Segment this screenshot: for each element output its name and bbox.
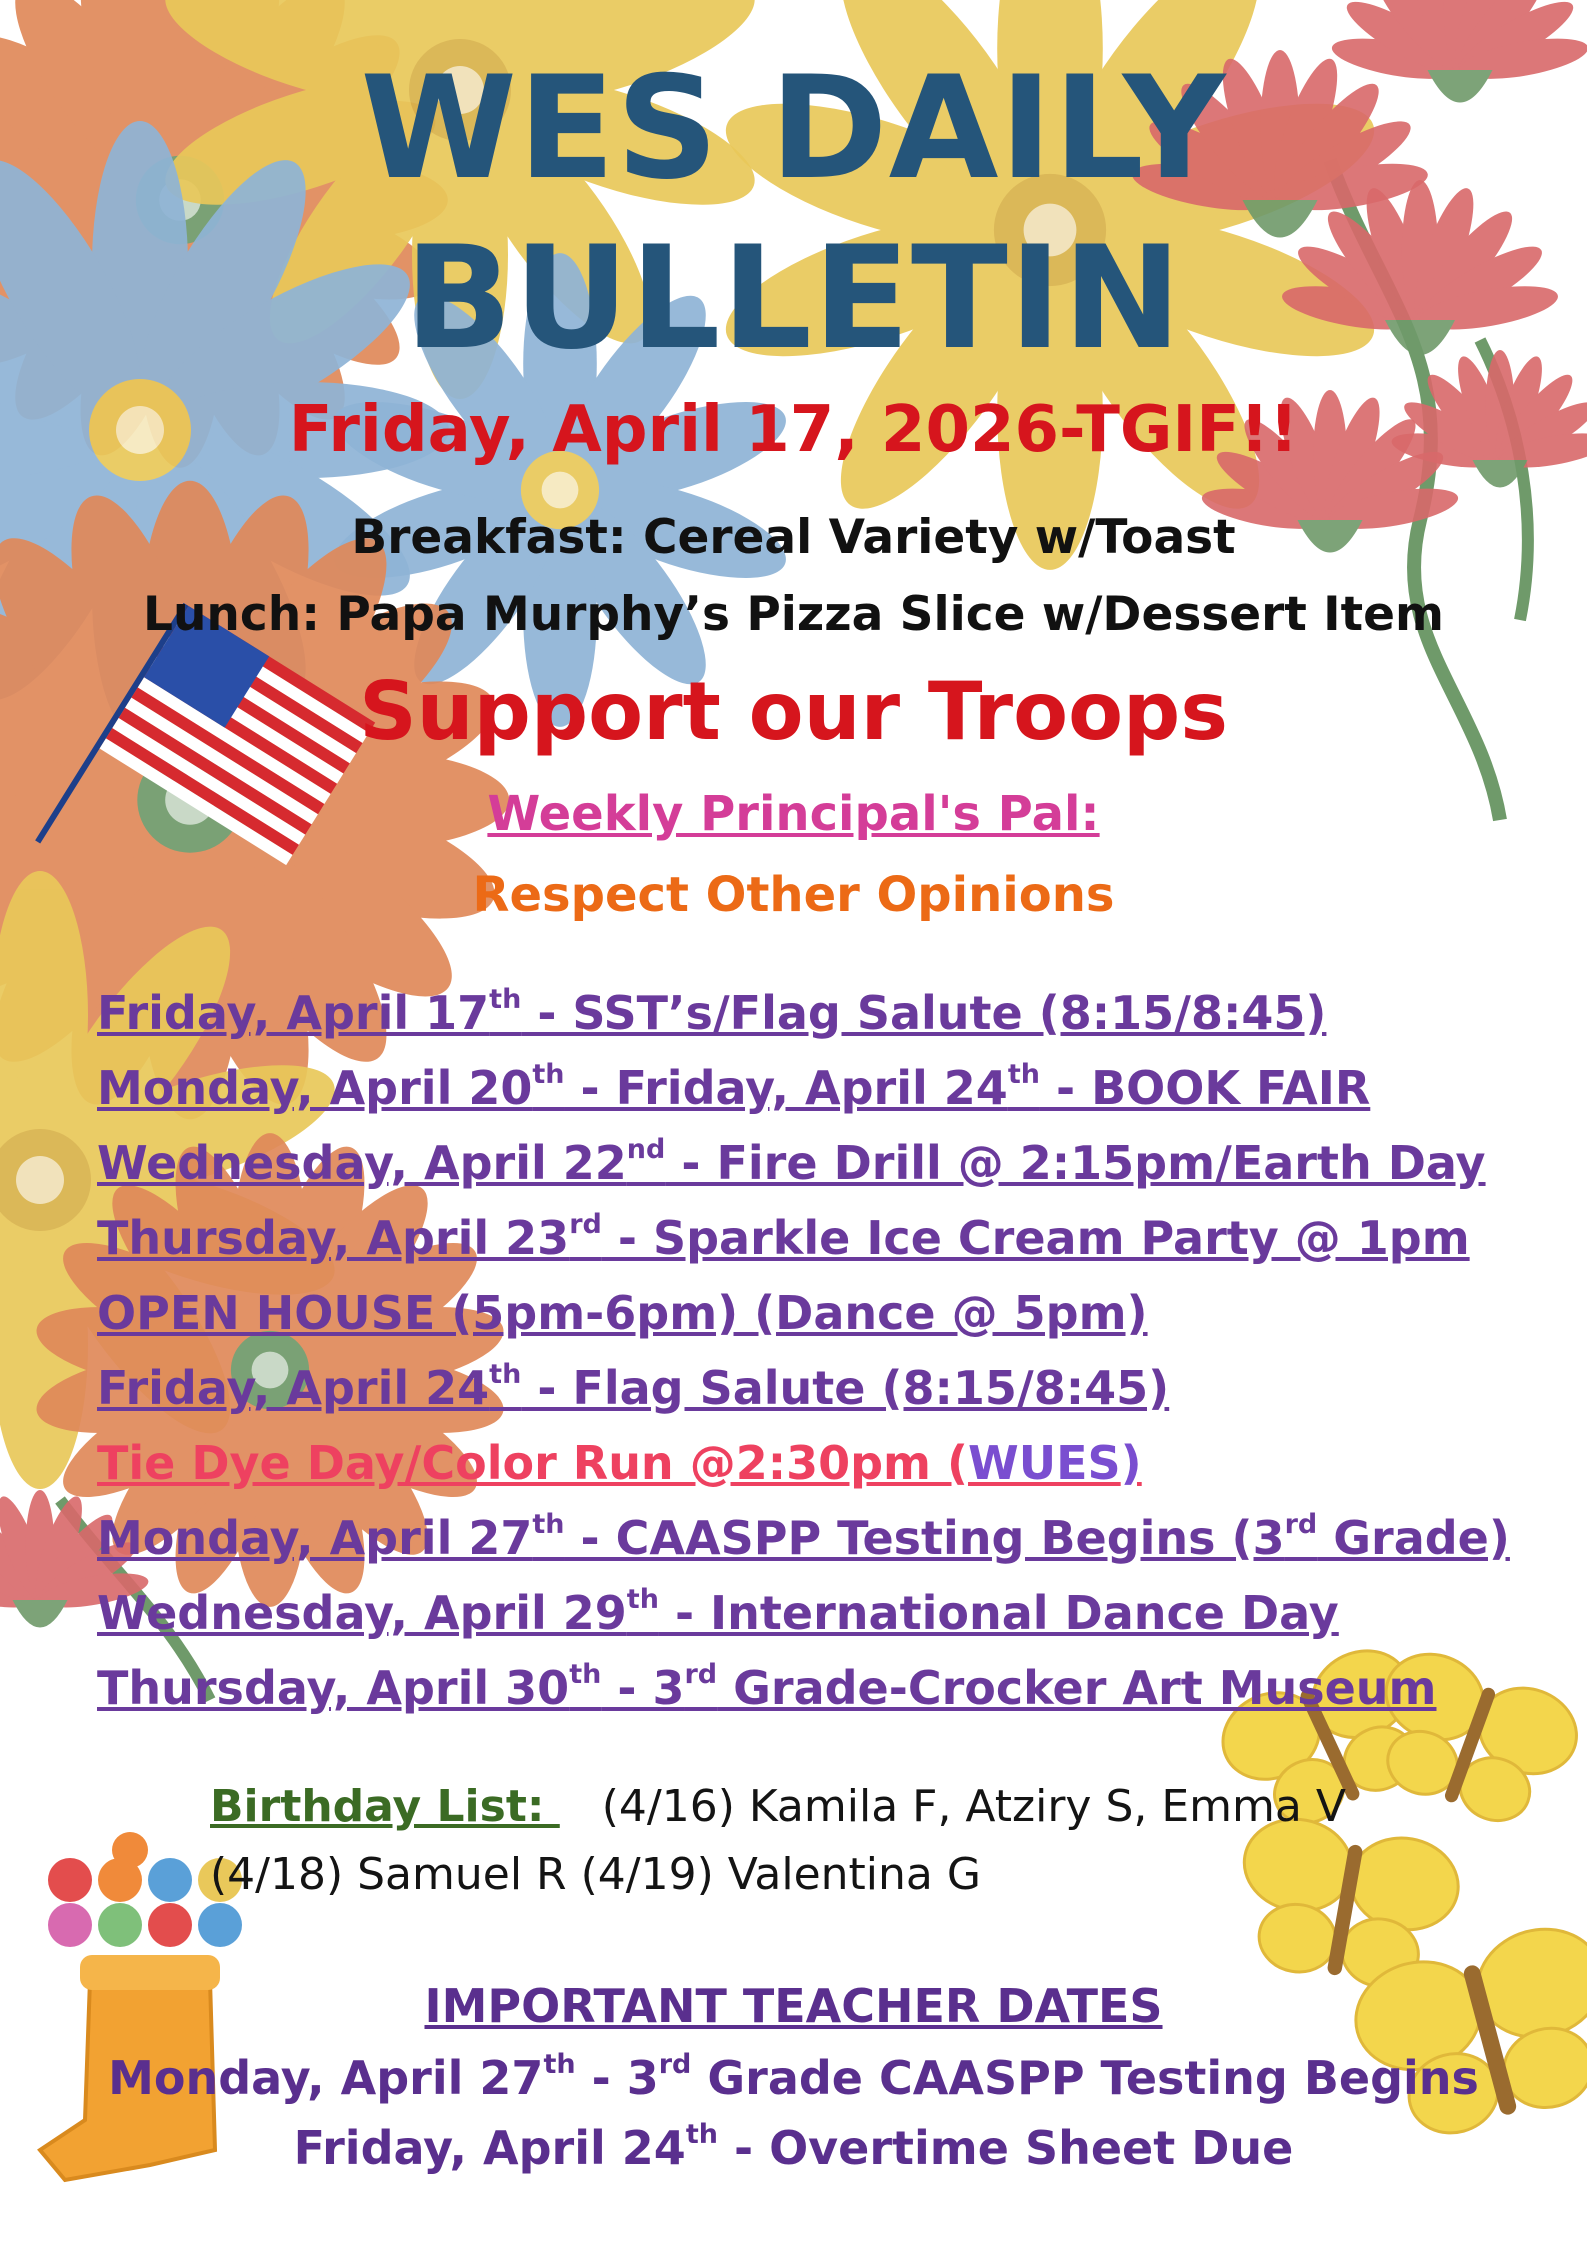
event-text: - Overtime Sheet Due	[717, 2121, 1294, 2175]
event-text: Wednesday, April 22	[97, 1136, 627, 1190]
teacher-date	[0, 2119, 1587, 2175]
teacher-dates-heading: IMPORTANT TEACHER DATES	[424, 1979, 1163, 2033]
event-item	[97, 1286, 1497, 1365]
event-text: Tie Dye Day/Color Run @2:30pm (	[97, 1436, 969, 1490]
ordinal-suffix: rd	[658, 2049, 692, 2080]
events-list	[97, 984, 1510, 1740]
ordinal-suffix: rd	[684, 1659, 718, 1690]
ordinal-suffix: rd	[1284, 1509, 1318, 1540]
birthday-names-line1: (4/16) Kamila F, Atziry S, Emma V	[559, 1781, 1346, 1832]
ordinal-suffix: th	[532, 1509, 565, 1540]
event-text: Thursday, April 23	[97, 1211, 570, 1265]
event-item	[97, 1134, 1497, 1215]
support-troops-heading: Support our Troops	[359, 665, 1228, 758]
date-line: Friday, April 17, 2026-TGIF!!	[288, 393, 1299, 467]
event-text: Friday, April 24	[293, 2121, 686, 2175]
bulletin-title-line2: BULLETIN	[404, 216, 1183, 381]
ordinal-suffix: th	[569, 1659, 602, 1690]
principals-pal-heading: Weekly Principal's Pal:	[487, 786, 1100, 842]
ordinal-suffix: th	[1007, 1059, 1040, 1090]
event-text: Monday, April 27	[97, 1511, 533, 1565]
event-text: Grade CAASPP Testing Begins	[691, 2051, 1479, 2105]
event-item	[97, 1584, 1497, 1665]
event-text: - BOOK FAIR	[1039, 1061, 1371, 1115]
lunch-menu: Lunch: Papa Murphy’s Pizza Slice w/Dessert Item	[143, 587, 1444, 642]
ordinal-suffix: th	[489, 1359, 522, 1390]
principals-pal-value: Respect Other Opinions	[472, 867, 1115, 923]
breakfast-menu: Breakfast: Cereal Variety w/Toast	[351, 510, 1236, 565]
event-text: - SST’s/Flag Salute (8:15/8:45)	[521, 986, 1327, 1040]
event-text: - Flag Salute (8:15/8:45)	[521, 1361, 1170, 1415]
ordinal-suffix: nd	[626, 1134, 666, 1165]
event-text: Friday, April 17	[97, 986, 490, 1040]
ordinal-suffix: rd	[569, 1209, 602, 1240]
ordinal-suffix: th	[489, 984, 522, 1015]
event-item	[97, 1659, 1497, 1740]
birthday-label: Birthday List:	[210, 1781, 560, 1832]
event-text: Grade)	[1317, 1511, 1510, 1565]
ordinal-suffix: th	[543, 2049, 576, 2080]
event-text: Wednesday, April 29	[97, 1586, 627, 1640]
birthday-names-line2: (4/18) Samuel R (4/19) Valentina G	[210, 1849, 981, 1900]
event-text: - CAASPP Testing Begins (3	[564, 1511, 1285, 1565]
event-text: - Fire Drill @ 2:15pm/Earth Day	[665, 1136, 1486, 1190]
teacher-date	[0, 2049, 1587, 2105]
event-text: - 3	[601, 1661, 685, 1715]
event-text: )	[1120, 1436, 1142, 1490]
event-text: - 3	[575, 2051, 659, 2105]
event-text: - Friday, April 24	[564, 1061, 1008, 1115]
event-item	[97, 1209, 1497, 1290]
event-text: Monday, April 27	[108, 2051, 544, 2105]
event-text: - Sparkle Ice Cream Party @ 1pm	[601, 1211, 1470, 1265]
event-text: Thursday, April 30	[97, 1661, 570, 1715]
event-item	[97, 984, 1497, 1065]
event-text: Friday, April 24	[97, 1361, 490, 1415]
event-text: Grade-Crocker Art Museum	[717, 1661, 1437, 1715]
event-text: - International Dance Day	[658, 1586, 1339, 1640]
event-item	[97, 1509, 1510, 1590]
event-item	[97, 1359, 1497, 1440]
event-item	[97, 1059, 1497, 1140]
ordinal-suffix: th	[626, 1584, 659, 1615]
birthday-list	[210, 1781, 1410, 1900]
event-text: WUES	[968, 1436, 1121, 1490]
event-text: Monday, April 20	[97, 1061, 533, 1115]
event-text: OPEN HOUSE (5pm-6pm) (Dance @ 5pm)	[97, 1286, 1148, 1340]
ordinal-suffix: th	[685, 2119, 718, 2150]
ordinal-suffix: th	[532, 1059, 565, 1090]
event-item	[97, 1436, 1497, 1515]
bulletin-title-line1: WES DAILY	[360, 46, 1227, 211]
